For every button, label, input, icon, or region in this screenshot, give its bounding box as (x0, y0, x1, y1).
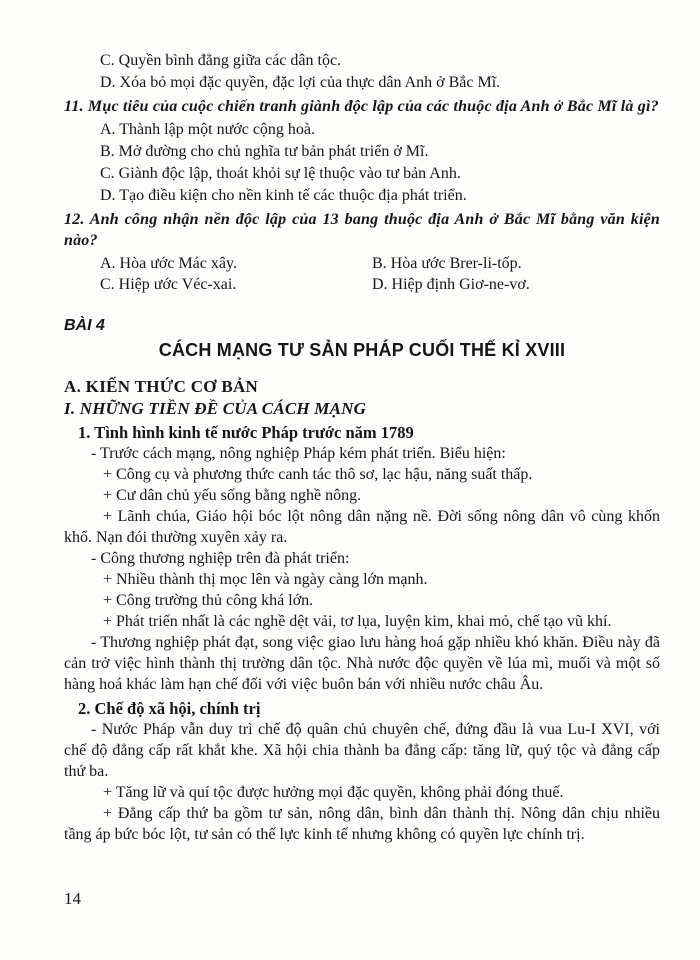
quiz-option: D. Xóa bỏ mọi đặc quyền, đặc lợi của thực dân Anh ở Bắc Mĩ. (100, 74, 501, 91)
paragraph: - Nước Pháp vẫn duy trì chế độ quân chủ chuyên chế, đứng đầu là vua Lu-I XVI, với chế độ đẳng cấp rất khắt khe. Xã hội chia thành ba đẳng cấp: tăng lữ, quý tộc và đẳng cấp thứ ba. (64, 721, 660, 780)
quiz-option: C. Hiệp ước Véc-xai. (100, 276, 237, 293)
paragraph: + Nhiều thành thị mọc lên và ngày càng lớn mạnh. (103, 571, 428, 588)
question-12-text: 12. Anh công nhận nền độc lập của 13 bang thuộc địa Anh ở Bắc Mĩ bằng văn kiện nào? (64, 211, 660, 249)
page-number: 14 (64, 889, 81, 908)
part-2-heading: 2. Chế độ xã hội, chính trị (78, 699, 261, 718)
paragraph: + Tăng lữ và quí tộc được hưởng mọi đặc quyền, không phải đóng thuế. (103, 784, 564, 801)
paragraph: + Công trường thủ công khá lớn. (103, 592, 314, 609)
section-heading: A. KIẾN THỨC CƠ BẢN (64, 377, 259, 396)
quiz-option: D. Hiệp định Giơ-ne-vơ. (372, 276, 530, 293)
quiz-option: B. Hòa ước Brer-li-tốp. (372, 255, 522, 272)
paragraph: - Công thương nghiệp trên đà phát triển: (91, 550, 350, 567)
quiz-option: D. Tạo điều kiện cho nền kinh tế các thuộc địa phát triển. (100, 187, 467, 204)
question-12-options (64, 253, 660, 295)
quiz-option: A. Hòa ước Mác xây. (100, 255, 237, 272)
paragraph: + Công cụ và phương thức canh tác thô sơ, lạc hậu, năng suất thấp. (103, 466, 533, 483)
paragraph: + Phát triển nhất là các nghề dệt vải, tơ lụa, luyện kim, khai mỏ, chế tạo vũ khí. (103, 613, 612, 630)
quiz-option: A. Thành lập một nước cộng hoà. (100, 121, 316, 138)
subsection-heading: I. NHỮNG TIỀN ĐỀ CỦA CÁCH MẠNG (64, 399, 367, 418)
quiz-option: C. Quyền bình đẳng giữa các dân tộc. (100, 52, 342, 69)
question-11-text: 11. Mục tiêu của cuộc chiến tranh giành độc lập của các thuộc địa Anh ở Bắc Mĩ là gì? (64, 98, 659, 115)
part-1-heading: 1. Tình hình kinh tế nước Pháp trước năm 1789 (78, 423, 414, 442)
lesson-label: BÀI 4 (64, 317, 105, 334)
quiz-option: C. Giành độc lập, thoát khỏi sự lệ thuộc vào tư bản Anh. (100, 165, 461, 182)
paragraph: - Thương nghiệp phát đạt, song việc giao lưu hàng hoá gặp nhiều khó khăn. Điều này đã cản trở việc hình thành thị trường dân tộc. Nhà nước độc quyền về lúa mì, muối và một số hàng hoá khác làm hạn chế đối với việc buôn bán với nhiều nước châu Âu. (64, 634, 660, 693)
paragraph: + Cư dân chủ yếu sống bằng nghề nông. (103, 487, 362, 504)
paragraph: + Lãnh chúa, Giáo hội bóc lột nông dân nặng nề. Đời sống nông dân vô cùng khốn khổ. Nạn đói thường xuyên xảy ra. (64, 508, 660, 546)
paragraph: - Trước cách mạng, nông nghiệp Pháp kém phát triển. Biểu hiện: (91, 445, 506, 462)
lesson-title: CÁCH MẠNG TƯ SẢN PHÁP CUỐI THẾ KỈ XVIII (158, 340, 566, 360)
quiz-option: B. Mở đường cho chủ nghĩa tư bản phát triển ở Mĩ. (100, 143, 429, 160)
paragraph: + Đẳng cấp thứ ba gồm tư sản, nông dân, bình dân thành thị. Nông dân chịu nhiều tầng áp bức bóc lột, tư sản có thế lực kinh tế nhưng không có quyền lực chính trị. (64, 805, 660, 843)
